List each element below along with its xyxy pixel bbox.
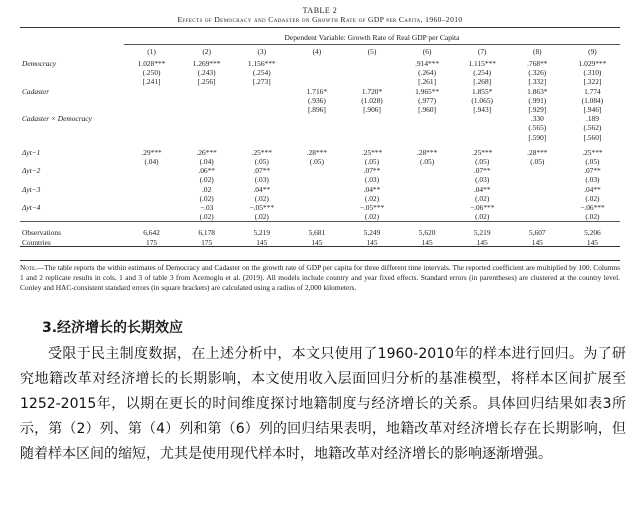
table-row [20, 148, 620, 157]
column-header-blank [20, 47, 124, 59]
row-label [20, 123, 124, 132]
section-heading: 3.经济增长的长期效应 [42, 320, 184, 336]
table-cell: −.03 [199, 203, 214, 213]
table-cell: [.241] [142, 77, 161, 87]
table-cell: [.906] [363, 105, 381, 115]
table-cell: 5,607 [529, 228, 546, 238]
row-label: Δyt−2 [22, 166, 41, 176]
table-cell [179, 133, 234, 142]
table-cell [344, 123, 399, 132]
table-cell: (.977) [418, 95, 437, 105]
table-cell [400, 166, 455, 175]
regression-table-body [20, 47, 620, 247]
table-cell: −.05*** [249, 203, 275, 213]
table-cell [124, 166, 179, 175]
row-label: Cadaster × Democracy [22, 114, 92, 124]
regression-table [20, 47, 620, 247]
table-cell: 1.029*** [578, 59, 607, 68]
table-cell: .04** [584, 184, 601, 194]
table-cell [124, 87, 179, 96]
table-cell: 175 [146, 237, 158, 247]
table-cell: (.243) [197, 68, 216, 78]
table-cell: .02 [202, 184, 212, 194]
table-row [20, 96, 620, 105]
table-cell: 1.774 [584, 86, 601, 96]
table-cell: .04** [253, 184, 271, 194]
column-header: (3) [257, 47, 267, 56]
table-cell [124, 105, 179, 114]
table-cell: .25*** [251, 147, 272, 157]
column-header-row [20, 47, 620, 59]
table-row [20, 228, 620, 237]
table-row [20, 59, 620, 68]
table-cell: (.04) [144, 157, 159, 167]
table-cell: 6,642 [143, 228, 160, 238]
table-cell: (.03) [254, 175, 269, 185]
table-cell: [.929] [528, 105, 547, 115]
table-cell [400, 185, 455, 194]
table-cell: .07** [253, 166, 271, 176]
table-cell: (.04) [199, 157, 214, 167]
table-cell [124, 175, 179, 184]
column-header: (8) [533, 47, 542, 56]
table-cell [179, 96, 234, 105]
table-cell: 145 [586, 237, 598, 247]
row-label: Observations [22, 228, 61, 238]
table-cell: (.05) [530, 157, 545, 167]
body-paragraph: 受限于民主制度数据，在上述分析中，本文只使用了1960-2010年的样本进行回归。为了研究地籍改革对经济增长的长期影响，本文使用收入层面回归分析的基准模型，将样本区间扩展至1252-2015年，以期在更长的时间维度探讨地籍制度与经济增长的关系。具体回归结果如表3所示，第（2）列、第（4）列和第（6）列的回归结果表明，地籍改革对经济增长存在长期影响，但随着样本区间的缩短，尤其是使用现代样本时，地籍改革对经济增长的影响逐渐增强。 [20, 346, 626, 462]
table-cell: 5,206 [584, 228, 601, 238]
table-cell: (.02) [254, 212, 269, 222]
table-row [20, 77, 620, 86]
table-cell [234, 114, 289, 123]
table-cell: 1.720* [361, 86, 383, 96]
table-cell: −.06*** [580, 203, 605, 213]
table-cell: 145 [256, 237, 268, 247]
table-cell [400, 114, 455, 123]
table-cell [400, 203, 455, 212]
table-cell [400, 175, 455, 184]
table-cell: −.05*** [359, 203, 385, 213]
table-cell: .04** [473, 184, 491, 194]
table-cell: 1.855* [472, 86, 493, 96]
table-cell: .768** [527, 59, 548, 68]
table-cell [124, 194, 179, 203]
table-cell [124, 96, 179, 105]
table-cell: (.05) [420, 157, 435, 167]
row-label [20, 105, 124, 114]
table-cell: (.05) [364, 157, 380, 167]
table-cell: 145 [476, 237, 488, 247]
table-cell [234, 105, 289, 114]
table-cell: (.565) [528, 123, 547, 133]
table-cell [179, 105, 234, 114]
table-cell [344, 133, 399, 142]
table-cell: .06** [198, 166, 215, 176]
table-cell: [.332] [528, 77, 547, 87]
row-label [20, 133, 124, 142]
table-cell: [.943] [473, 105, 492, 115]
table-cell: .28*** [416, 147, 438, 157]
table-cell: 5,249 [363, 228, 381, 238]
table-cell [289, 123, 344, 132]
table-cell: (.02) [585, 193, 600, 203]
table-cell: .07** [473, 166, 491, 176]
table-cell: 1.965** [415, 86, 440, 96]
table-cell: (.02) [199, 175, 214, 185]
table-cell: .07** [363, 166, 381, 176]
table-bottom-rule [20, 246, 620, 247]
table-cell: (.03) [475, 175, 490, 185]
table-cell: .914*** [415, 59, 440, 68]
table-cell: 175 [201, 237, 213, 247]
table-note-lead: Note. [20, 263, 37, 272]
column-header: (4) [312, 47, 322, 56]
table-cell: 145 [366, 237, 378, 247]
table-cell: [.960] [418, 105, 437, 115]
table-cell: .25*** [582, 147, 603, 157]
row-label [20, 68, 124, 77]
table-cell [289, 68, 344, 77]
table-cell [510, 185, 565, 194]
table-cell [234, 133, 289, 142]
row-label [20, 175, 124, 184]
table-cell [124, 212, 179, 222]
table-cell: (1.028) [361, 95, 383, 105]
column-header: (1) [147, 47, 156, 56]
table-cell: 6,178 [198, 228, 215, 238]
table-cell: (.02) [364, 193, 380, 203]
table-cell [400, 133, 455, 142]
table-cell: (.02) [364, 212, 380, 222]
table-cell: (.310) [583, 68, 602, 78]
table-cell: (.05) [254, 157, 269, 167]
table-cell [344, 68, 399, 77]
table-cell [124, 203, 179, 212]
row-label: Cadaster [22, 86, 50, 96]
table-cell: (.02) [475, 212, 490, 222]
row-label: Δyt−3 [22, 184, 41, 194]
table-cell: (.02) [475, 193, 490, 203]
table-cell: (.02) [254, 193, 269, 203]
table-cell: 145 [421, 237, 433, 247]
table-row [20, 157, 620, 166]
table-cell: .29*** [141, 147, 162, 157]
table-cell [289, 133, 344, 142]
table-cell: 5,681 [308, 228, 326, 238]
table-cell: (.02) [199, 193, 214, 203]
table-cell [234, 123, 289, 132]
table-row [20, 87, 620, 96]
table-row [20, 123, 620, 132]
table-cell: (.02) [199, 212, 214, 222]
table-cell: 1.028*** [137, 59, 166, 68]
table-cell: 1.156*** [247, 59, 276, 68]
table-cell [289, 77, 344, 86]
note-rule [20, 260, 620, 261]
table-cell: [.946] [583, 105, 602, 115]
table-row [20, 194, 620, 203]
row-label [20, 77, 124, 86]
column-header: (7) [477, 47, 487, 56]
table-cell: [.896] [307, 105, 326, 115]
table-cell [124, 114, 179, 123]
table-title: Effects of Democracy and Cadaster on Growth Rate of GDP per Capita, 1960–2010 [177, 15, 463, 24]
table-cell: [.268] [473, 77, 492, 87]
table-cell [124, 133, 179, 142]
table-cell: 5,219 [473, 228, 491, 238]
table-cell: [.560] [583, 132, 602, 142]
column-header: (5) [367, 47, 377, 56]
table-cell: 1.863* [527, 86, 548, 96]
row-label [20, 96, 124, 105]
top-rule [20, 27, 620, 28]
table-cell: −.06*** [469, 203, 495, 213]
table-cell: (.254) [473, 68, 492, 78]
table-cell [179, 123, 234, 132]
dependent-variable-header: Dependent Variable: Growth Rate of Real GDP per Capita [284, 33, 460, 42]
table-cell [510, 194, 565, 203]
table-cell: [.322] [583, 77, 602, 87]
table-cell [289, 114, 344, 123]
table-cell [344, 77, 399, 86]
table-cell: .330 [530, 114, 544, 124]
table-row [20, 133, 620, 142]
table-cell: .189 [585, 114, 599, 124]
table-cell: (.05) [475, 157, 490, 167]
table-row [20, 203, 620, 212]
table-cell: [.273] [252, 77, 271, 87]
row-label: Democracy [22, 59, 57, 68]
table-row [20, 105, 620, 114]
table-cell [289, 175, 344, 184]
table-cell [344, 114, 399, 123]
table-cell: 5,219 [253, 228, 271, 238]
table-cell [289, 166, 344, 175]
table-cell [124, 185, 179, 194]
table-cell [289, 212, 344, 222]
table-cell: (.05) [585, 157, 600, 167]
row-label: Δyt−4 [22, 203, 41, 213]
row-label [20, 212, 124, 222]
table-cell [400, 194, 455, 203]
table-cell: 145 [531, 237, 543, 247]
table-cell: .04** [363, 184, 381, 194]
table-cell: (.562) [583, 123, 602, 133]
table-cell: (.991) [528, 95, 547, 105]
table-cell [179, 87, 234, 96]
table-cell: (.936) [307, 95, 326, 105]
table-cell: (.326) [528, 68, 547, 78]
table-cell [344, 59, 399, 68]
table-cell: 1.716* [306, 86, 328, 96]
row-label: Δyt−1 [22, 147, 41, 157]
column-header: (2) [202, 47, 211, 56]
table-cell: .07** [584, 166, 601, 176]
table-cell: .28*** [527, 147, 548, 157]
table-cell: [.590] [528, 132, 547, 142]
table-cell: 1.269*** [192, 59, 221, 68]
table-cell [400, 123, 455, 132]
table-cell [289, 203, 344, 212]
table-cell [234, 87, 289, 96]
table-row [20, 185, 620, 194]
table-cell: (1.084) [581, 95, 604, 105]
row-label [20, 157, 124, 166]
table-cell [510, 175, 565, 184]
table-cell: (.264) [418, 68, 437, 78]
table-cell [455, 133, 510, 142]
table-cell [455, 123, 510, 132]
table-cell: (.250) [142, 68, 161, 78]
table-cell: (.03) [364, 175, 380, 185]
table-cell [289, 194, 344, 203]
table-cell [510, 166, 565, 175]
table-cell [234, 96, 289, 105]
column-header: (6) [422, 47, 432, 56]
table-cell [179, 114, 234, 123]
table-cell: (.03) [585, 175, 600, 185]
table-cell [400, 212, 455, 222]
table-cell: .26*** [196, 147, 217, 157]
table-cell [289, 59, 344, 68]
table-cell: (.254) [252, 68, 271, 78]
column-header: (9) [588, 47, 597, 56]
table-label: TABLE 2 [302, 6, 338, 15]
table-cell [455, 114, 510, 123]
table-cell: [.261] [418, 77, 437, 87]
table-cell: 1.115*** [468, 59, 496, 68]
table-row [20, 212, 620, 222]
table-row [20, 166, 620, 175]
table-cell [124, 123, 179, 132]
table-cell: .28*** [306, 147, 328, 157]
table-cell: (.02) [585, 212, 600, 222]
row-label [20, 194, 124, 203]
table-cell [289, 185, 344, 194]
dependent-variable-rule [124, 44, 620, 45]
table-cell: 5,620 [418, 228, 436, 238]
table-note-body: —The table reports the within estimates of Democracy and Cadaster on the growth rate of GDP per capita for three different time intervals. The reported coefficient are multiplied by 100. Columns 1 and 2 replicate results in cols. 1 and 3 of table 3 from Acemoglu et al. (2019). All models include country and year fixed effects. Standard errors (in parentheses) are clustered at the country level. Conley and HAC-consistent standard errors (in square brackets) are calculated using a radius of 2,000 kilometers. [20, 263, 620, 292]
table-row [20, 114, 620, 123]
table-cell: (1.065) [471, 95, 493, 105]
table-cell: .25*** [472, 147, 493, 157]
table-cell: 145 [311, 237, 323, 247]
table-cell: .25*** [361, 147, 383, 157]
table-cell [510, 212, 565, 222]
table-cell [510, 203, 565, 212]
table-cell: (.05) [309, 157, 324, 167]
table-note [20, 263, 620, 293]
row-label: Countries [22, 237, 51, 247]
table-row [20, 175, 620, 184]
table-row [20, 68, 620, 77]
table-cell: [.256] [197, 77, 216, 87]
